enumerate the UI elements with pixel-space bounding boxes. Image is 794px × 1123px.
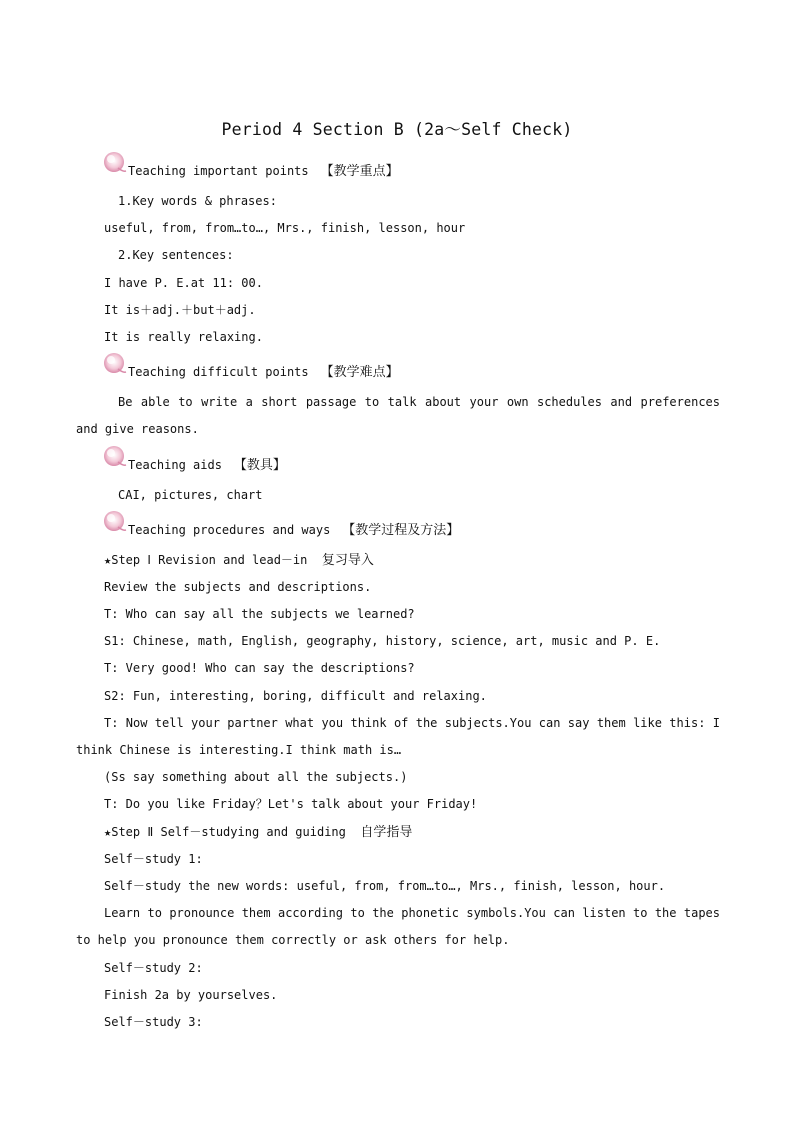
key-words-list: useful, from, from…to…, Mrs., finish, lesson, hour	[104, 221, 466, 236]
heading-cn: 【教学重点】	[320, 164, 399, 179]
heading-label: Teaching aids	[128, 457, 222, 472]
key-words-item: 1.Key words & phrases:	[118, 194, 277, 208]
self-study-2-label: Self－study 2:	[104, 960, 203, 975]
step-2-cn: 自学指导	[360, 824, 413, 840]
procedure-line: T: Who can say all the subjects we learned?	[104, 607, 415, 622]
heading-label: Teaching difficult points	[128, 365, 309, 380]
heading-label: Teaching important points	[128, 164, 309, 178]
self-study-1-paragraph: Learn to pronounce them according to the phonetic symbols.You can listen to the tapes to help you pronounce them correctly or ask others for help.	[76, 906, 720, 948]
key-sentence-3: It is really relaxing.	[104, 329, 263, 344]
section-heading-difficult	[76, 351, 720, 389]
step-2-heading	[76, 819, 720, 846]
self-study-2-text: Finish 2a by yourselves.	[104, 987, 278, 1002]
heading-label: Teaching procedures and ways	[128, 522, 331, 537]
flower-bullet-icon	[102, 444, 128, 470]
step-1-cn: 复习导入	[321, 552, 374, 568]
flower-bullet-icon	[102, 509, 128, 535]
procedure-paragraph: T: Now tell your partner what you think of the subjects.You can say them like this: I think Chinese is interesting.I think math is…	[76, 715, 720, 758]
step-1-heading	[76, 547, 720, 574]
section-heading-procedures	[76, 509, 720, 547]
heading-cn: 【教学难点】	[320, 365, 399, 381]
procedure-line: S2: Fun, interesting, boring, difficult and relaxing.	[104, 688, 487, 703]
flower-bullet-icon	[102, 351, 128, 377]
step-1-label: ★Step Ⅰ Revision and lead－in	[104, 552, 308, 567]
key-sentences-item: 2.Key sentences:	[118, 248, 234, 263]
flower-bullet-icon	[102, 150, 128, 176]
self-study-3-label: Self－study 3:	[104, 1014, 203, 1029]
procedure-line: T: Do you like Friday？Let's talk about your Friday!	[104, 797, 478, 812]
self-study-1-text: Self－study the new words: useful, from, from…to…, Mrs., finish, lesson, hour.	[104, 878, 666, 893]
heading-cn: 【教学过程及方法】	[342, 522, 460, 538]
heading-cn: 【教具】	[233, 457, 286, 473]
step-2-label: ★Step Ⅱ Self－studying and guiding	[104, 824, 346, 839]
key-sentence-2: It is＋adj.＋but＋adj.	[104, 302, 256, 317]
procedure-line: (Ss say something about all the subjects.)	[104, 770, 408, 785]
section-heading-important	[76, 150, 720, 188]
document-body	[76, 150, 720, 1036]
aids-text: CAI, pictures, chart	[118, 487, 263, 502]
difficult-points-text: Be able to write a short passage to talk about your own schedules and preferences and give reasons.	[76, 395, 720, 437]
section-heading-aids	[76, 444, 720, 482]
procedure-line: Review the subjects and descriptions.	[104, 579, 372, 594]
procedure-line: S1: Chinese, math, English, geography, history, science, art, music and P. E.	[104, 634, 661, 649]
page-title: Period 4 Section B (2a～Self Check)	[221, 120, 573, 139]
self-study-1-label: Self－study 1:	[104, 851, 203, 866]
key-sentence-1: I have P. E.at 11: 00.	[104, 275, 263, 290]
procedure-line: T: Very good! Who can say the descriptions?	[104, 661, 415, 676]
